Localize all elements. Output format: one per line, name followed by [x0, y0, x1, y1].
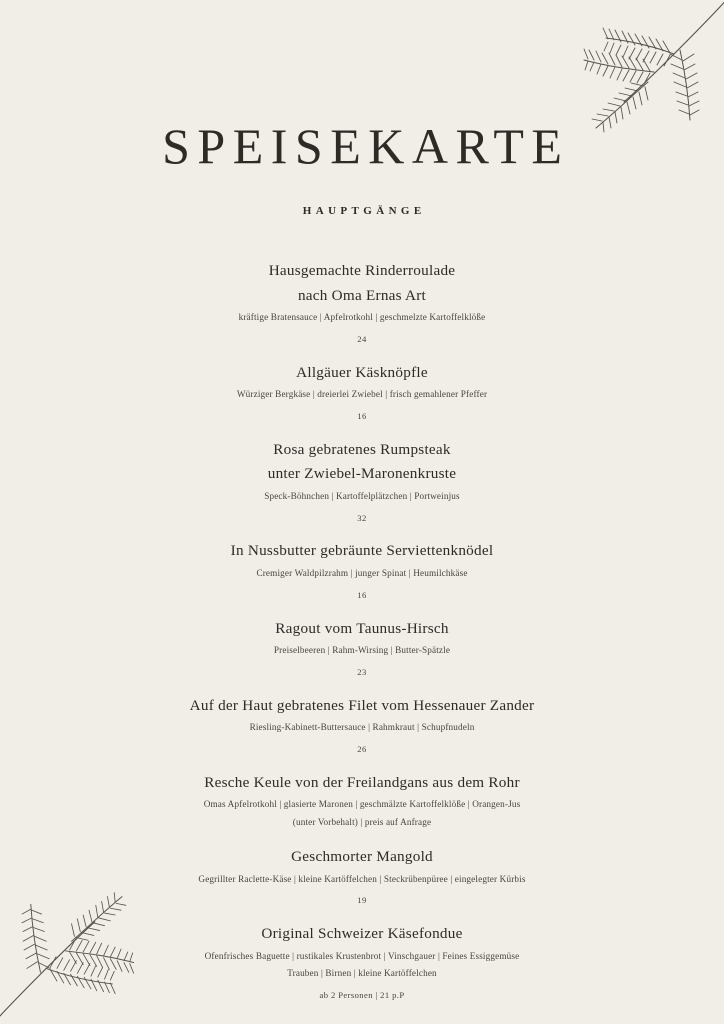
menu-section-subtitle: HAUPTGÄNGE: [302, 205, 426, 217]
menu-item-name: Original Schweizer Käsefondue: [261, 924, 463, 942]
menu-item: [0, 603, 724, 680]
menu-item-list: [0, 217, 724, 1003]
menu-item: [0, 245, 724, 347]
menu-item-name: Allgäuer Käsknöpfle: [296, 363, 428, 381]
menu-item-description: Speck-Böhnchen | Kartoffelplätzchen | Portweinjus: [264, 491, 460, 501]
menu-item-name: nach Oma Ernas Art: [297, 286, 427, 304]
menu-item-name: unter Zwiebel-Maronenkruste: [267, 465, 457, 483]
menu-item: [0, 424, 724, 526]
menu-item-price: 26: [357, 744, 367, 755]
menu-item: [0, 757, 724, 831]
menu-item-description: Preiselbeeren | Rahm-Wirsing | Butter-Spätzle: [273, 645, 451, 656]
menu-item-name: Geschmorter Mangold: [291, 847, 433, 865]
menu-item-description: Omas Apfelrotkohl | glasierte Maronen | geschmälzte Kartoffelklöße | Orangen-Jus: [203, 799, 521, 810]
menu-item-price: ab 2 Personen | 21 p.P: [319, 990, 405, 1001]
menu-item-name: Ragout vom Taunus-Hirsch: [275, 619, 449, 637]
menu-item-name: Hausgemachte Rinderroulade: [268, 262, 456, 279]
menu-item-price: 24: [357, 334, 367, 345]
menu-item-description: Riesling-Kabinett-Buttersauce | Rahmkraut | Schupfnudeln: [249, 722, 475, 733]
menu-item-description: kräftige Bratensauce | Apfelrotkohl | geschmelzte Kartoffelklöße: [238, 312, 486, 323]
menu-item-description: Cremiger Waldpilzrahm | junger Spinat | Heumilchkäse: [256, 568, 468, 579]
menu-item: [0, 831, 724, 908]
menu-item-description: (unter Vorbehalt) | preis auf Anfrage: [292, 817, 432, 828]
menu-item-price: 19: [357, 895, 367, 906]
menu-item-name: Resche Keule von der Freilandgans aus dem Rohr: [204, 773, 520, 791]
menu-item-name: Rosa gebratenes Rumpsteak: [273, 440, 451, 458]
menu-item-price: 16: [357, 589, 367, 600]
menu-item: [0, 680, 724, 757]
menu-item-description: Trauben | Birnen | kleine Kartöffelchen: [287, 968, 437, 979]
menu-item-price: 32: [357, 512, 367, 523]
menu-item-description: Würziger Bergkäse | dreierlei Zwiebel | frisch gemahlener Pfeffer: [236, 389, 488, 400]
menu-item-description: Gegrillter Raclette-Käse | kleine Kartöffelchen | Steckrübenpüree | eingelegter Kürbis: [198, 873, 526, 884]
menu-item-price: 16: [357, 411, 367, 422]
menu-item: [0, 525, 724, 602]
menu-item-description: Ofenfrisches Baguette | rustikales Krustenbrot | Vinschgauer | Feines Essiggemüse: [204, 950, 520, 961]
menu-item-price: 23: [357, 666, 367, 677]
page-title: SPEISEKARTE: [162, 118, 570, 174]
menu-item-name: Auf der Haut gebratenes Filet vom Hessenauer Zander: [189, 696, 535, 714]
menu-item-name: In Nussbutter gebräunte Serviettenknödel: [230, 542, 494, 560]
menu-item: [0, 347, 724, 424]
menu-item: [0, 908, 724, 1003]
